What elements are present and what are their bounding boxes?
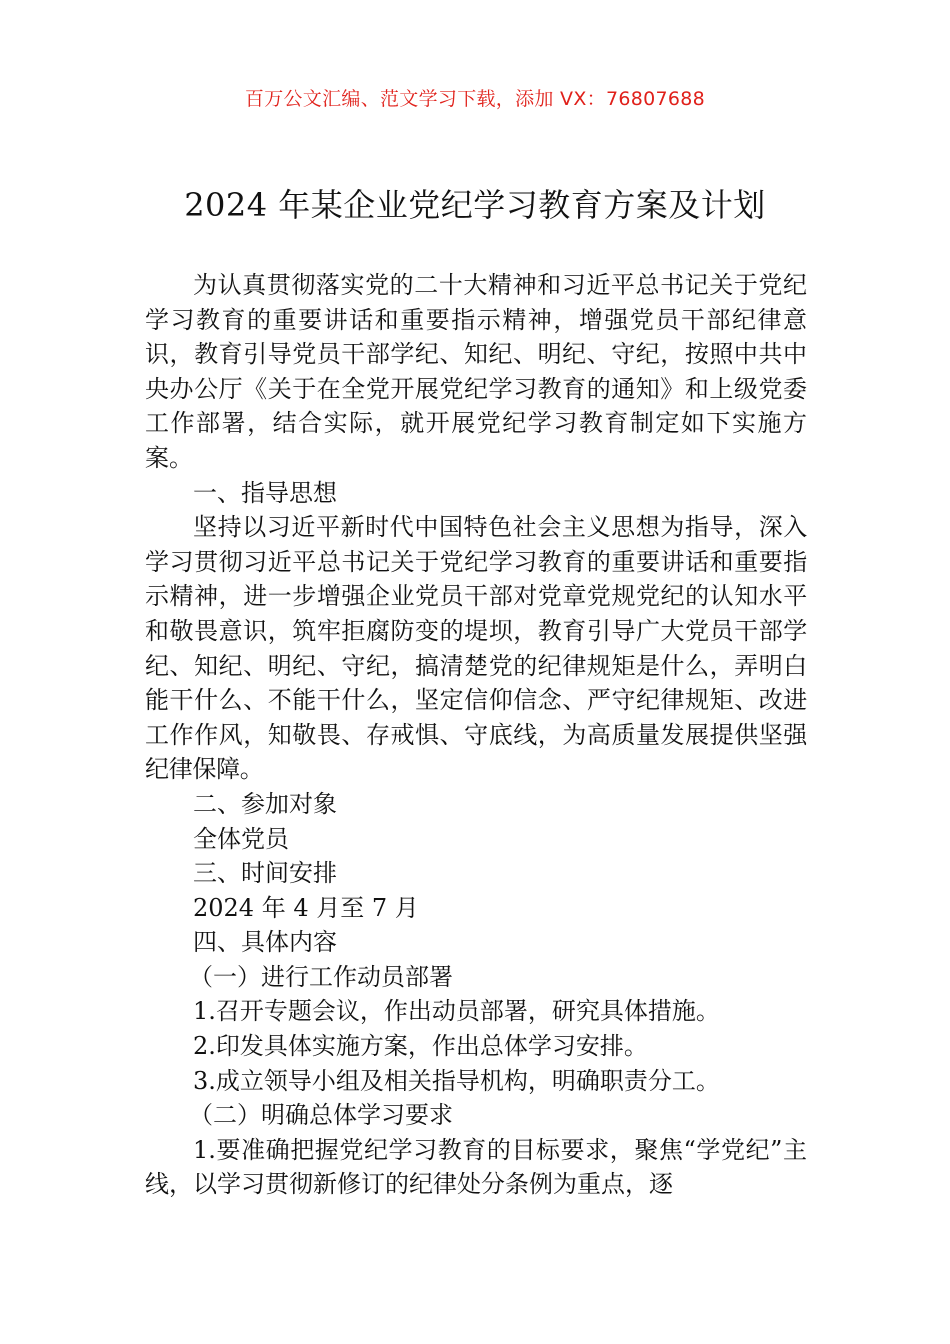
document-title: 2024 年某企业党纪学习教育方案及计划 [184,186,766,224]
section-body-participants: 全体党员 [193,824,289,853]
section-heading-content: 四、具体内容 [193,928,337,957]
subsection-heading-mobilization: （一）进行工作动员部署 [189,962,453,991]
document-body [145,268,807,1202]
list-item: 1.要准确把握党纪学习教育的目标要求，聚焦“学党纪”主线，以学习贯彻新修订的纪律处分条例为重点，逐 [145,1135,807,1199]
header-banner: 百万公文汇编、范文学习下载，添加 VX：76807688 [244,88,706,110]
subsection-heading-requirements: （二）明确总体学习要求 [189,1101,453,1130]
list-item: 2.印发具体实施方案，作出总体学习安排。 [193,1032,648,1061]
section-heading-participants: 二、参加对象 [193,789,337,818]
intro-paragraph: 为认真贯彻落实党的二十大精神和习近平总书记关于党纪学习教育的重要讲话和重要指示精神，增强党员干部纪律意识，教育引导党员干部学纪、知纪、明纪、守纪，按照中共中央办公厅《关于在全党开展党纪学习教育的通知》和上级党委工作部署，结合实际，就开展党纪学习教育制定如下实施方案。 [145,271,807,472]
list-item: 1.召开专题会议，作出动员部署，研究具体措施。 [193,997,720,1026]
list-item: 3.成立领导小组及相关指导机构，明确职责分工。 [193,1066,720,1095]
section-heading-schedule: 三、时间安排 [193,859,337,888]
section-body-guiding-thought: 坚持以习近平新时代中国特色社会主义思想为指导，深入学习贯彻习近平总书记关于党纪学习教育的重要讲话和重要指示精神，进一步增强企业党员干部对党章党规党纪的认知水平和敬畏意识，筑牢拒腐防变的堤坝，教育引导广大党员干部学纪、知纪、明纪、守纪，搞清楚党的纪律规矩是什么，弄明白能干什么、不能干什么，坚定信仰信念、严守纪律规矩、改进工作作风，知敬畏、存戒惧、守底线，为高质量发展提供坚强纪律保障。 [145,513,807,784]
section-heading-guiding-thought: 一、指导思想 [193,478,337,507]
section-body-schedule: 2024 年 4 月至 7 月 [193,893,419,922]
